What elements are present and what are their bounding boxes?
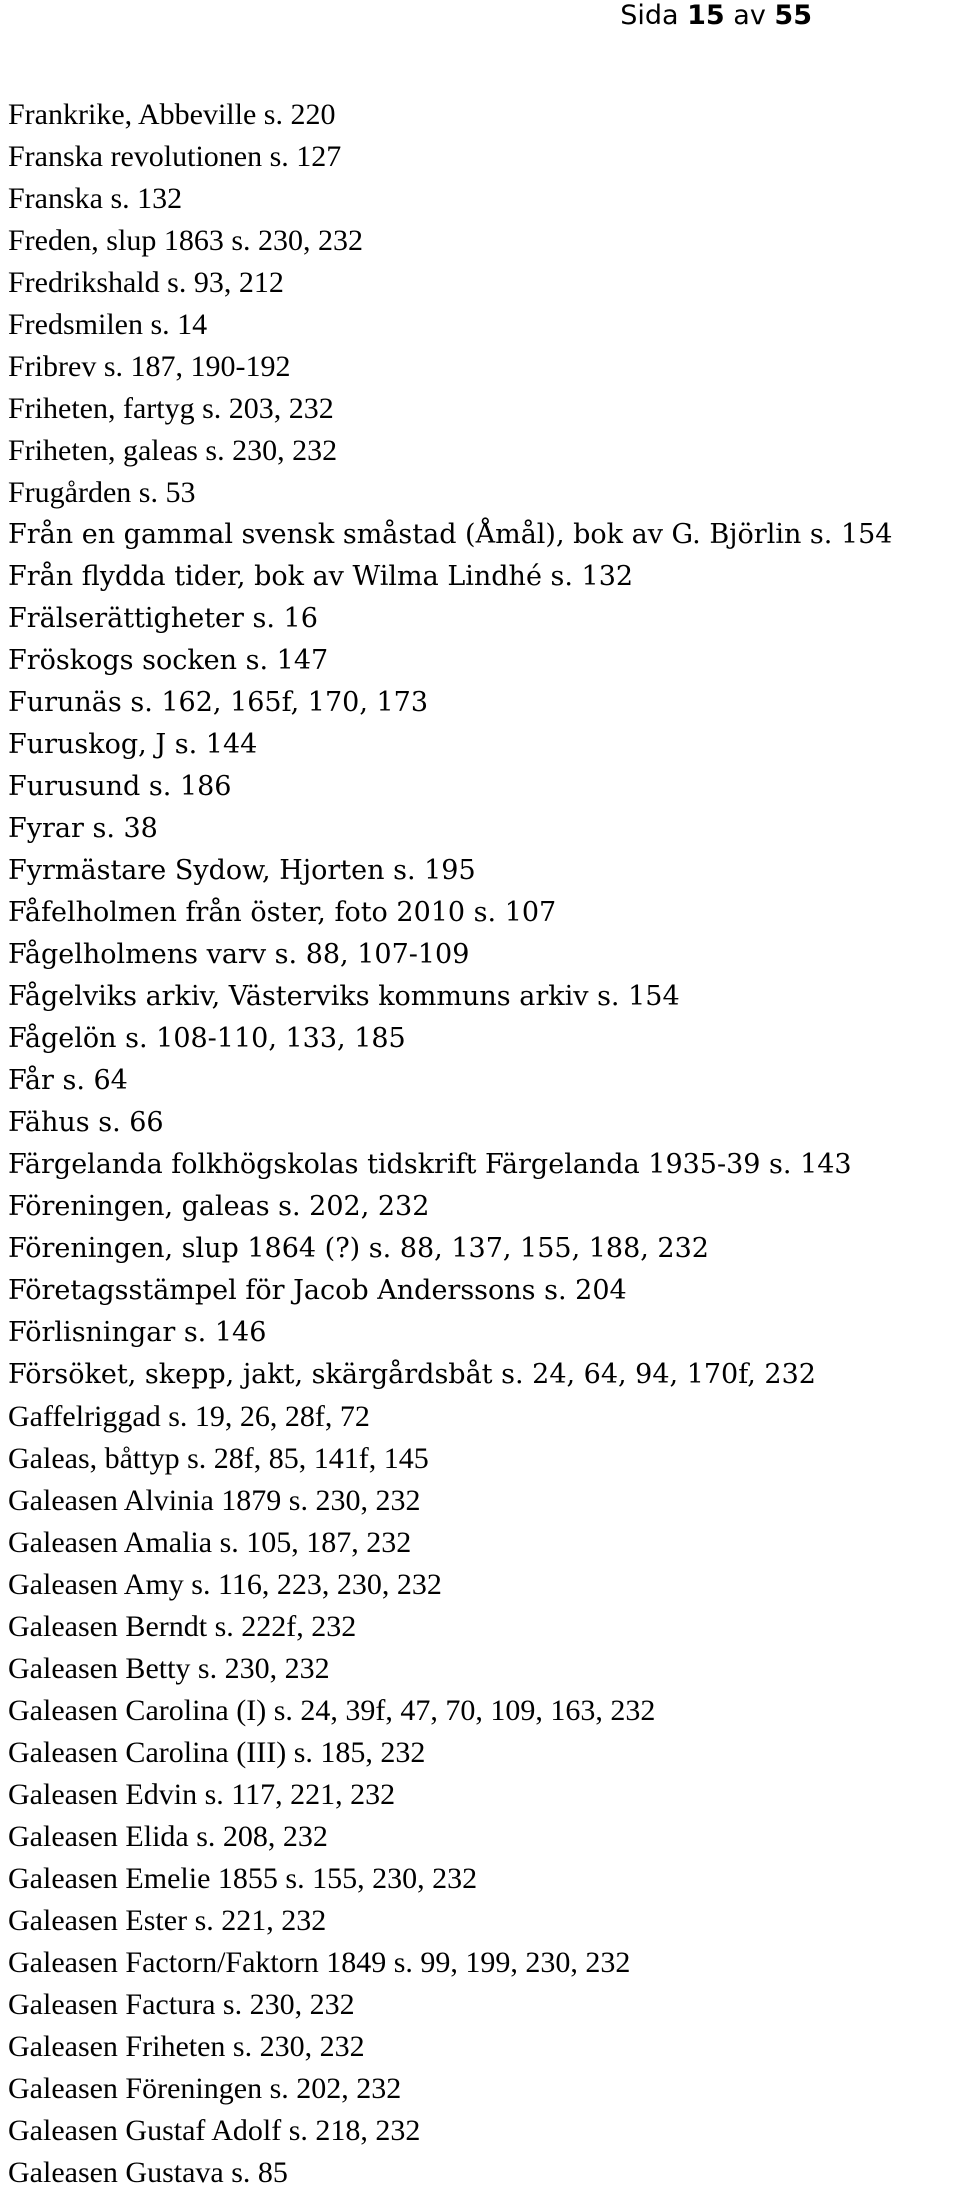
index-entry: Galeasen Gustava s. 85 — [8, 2156, 288, 2189]
index-entry: Galeasen Emelie 1855 s. 155, 230, 232 — [8, 1862, 478, 1895]
index-entry: Galeasen Edvin s. 117, 221, 232 — [8, 1778, 396, 1811]
index-entry: Gaffelriggad s. 19, 26, 28f, 72 — [8, 1400, 370, 1433]
index-entry: Försöket, skepp, jakt, skärgårdsbåt s. 24, 64, 94, 170f, 232 — [8, 1359, 816, 1390]
index-entry: Fågelviks arkiv, Västerviks kommuns arkiv s. 154 — [8, 981, 680, 1012]
page-header — [620, 0, 812, 32]
total-pages-number: 55 — [774, 0, 812, 31]
index-entry: Galeasen Föreningen s. 202, 232 — [8, 2072, 402, 2105]
index-entry: Galeasen Berndt s. 222f, 232 — [8, 1610, 357, 1643]
index-entry: Frugården s. 53 — [8, 476, 196, 509]
page-separator: av — [733, 0, 766, 31]
index-entry: Galeasen Amy s. 116, 223, 230, 232 — [8, 1568, 442, 1601]
index-entry: Från en gammal svensk småstad (Åmål), bok av G. Björlin s. 154 — [8, 519, 893, 550]
index-entry: Fyrmästare Sydow, Hjorten s. 195 — [8, 855, 476, 886]
index-entry: Furusund s. 186 — [8, 771, 232, 802]
index-entry: Galeasen Carolina (I) s. 24, 39f, 47, 70, 109, 163, 232 — [8, 1694, 656, 1727]
index-entry: Friheten, galeas s. 230, 232 — [8, 434, 338, 467]
index-entry: Företagsstämpel för Jacob Anderssons s. 204 — [8, 1275, 627, 1306]
current-page-number: 15 — [687, 0, 725, 31]
index-entry: Föreningen, slup 1864 (?) s. 88, 137, 155, 188, 232 — [8, 1233, 709, 1264]
index-entry: Föreningen, galeas s. 202, 232 — [8, 1191, 430, 1222]
index-entry: Får s. 64 — [8, 1065, 128, 1096]
index-entry: Galeas, båttyp s. 28f, 85, 141f, 145 — [8, 1442, 429, 1475]
index-entry: Galeasen Gustaf Adolf s. 218, 232 — [8, 2114, 421, 2147]
index-entry: Frälserättigheter s. 16 — [8, 603, 318, 634]
index-entry: Galeasen Elida s. 208, 232 — [8, 1820, 328, 1853]
index-entry: Fåfelholmen från öster, foto 2010 s. 107 — [8, 897, 557, 928]
index-entry: Från flydda tider, bok av Wilma Lindhé s. 132 — [8, 561, 634, 592]
index-entry: Fågelön s. 108-110, 133, 185 — [8, 1023, 406, 1054]
index-entry: Fågelholmens varv s. 88, 107-109 — [8, 939, 470, 970]
index-entry: Furunäs s. 162, 165f, 170, 173 — [8, 687, 429, 718]
index-entry: Franska revolutionen s. 127 — [8, 140, 342, 173]
index-entry: Förlisningar s. 146 — [8, 1317, 267, 1348]
index-entry: Galeasen Betty s. 230, 232 — [8, 1652, 330, 1685]
index-entry: Färgelanda folkhögskolas tidskrift Färgelanda 1935-39 s. 143 — [8, 1149, 852, 1180]
index-entry: Galeasen Friheten s. 230, 232 — [8, 2030, 365, 2063]
index-entry: Galeasen Amalia s. 105, 187, 232 — [8, 1526, 412, 1559]
index-entry: Freden, slup 1863 s. 230, 232 — [8, 224, 363, 257]
index-entry: Fröskogs socken s. 147 — [8, 645, 329, 676]
index-entry: Fyrar s. 38 — [8, 813, 158, 844]
index-entry: Fredsmilen s. 14 — [8, 308, 208, 341]
index-entry: Galeasen Ester s. 221, 232 — [8, 1904, 327, 1937]
index-entry: Galeasen Alvinia 1879 s. 230, 232 — [8, 1484, 421, 1517]
index-entry: Galeasen Factorn/Faktorn 1849 s. 99, 199, 230, 232 — [8, 1946, 631, 1979]
index-entry: Fribrev s. 187, 190-192 — [8, 350, 291, 383]
page-label: Sida — [620, 0, 679, 31]
index-list — [8, 94, 893, 2194]
index-entry: Frankrike, Abbeville s. 220 — [8, 98, 336, 131]
index-entry: Galeasen Factura s. 230, 232 — [8, 1988, 355, 2021]
index-entry: Friheten, fartyg s. 203, 232 — [8, 392, 334, 425]
index-entry: Franska s. 132 — [8, 182, 183, 215]
index-entry: Fredrikshald s. 93, 212 — [8, 266, 284, 299]
index-entry: Galeasen Carolina (III) s. 185, 232 — [8, 1736, 426, 1769]
index-entry: Furuskog, J s. 144 — [8, 729, 258, 760]
index-entry: Fähus s. 66 — [8, 1107, 164, 1138]
